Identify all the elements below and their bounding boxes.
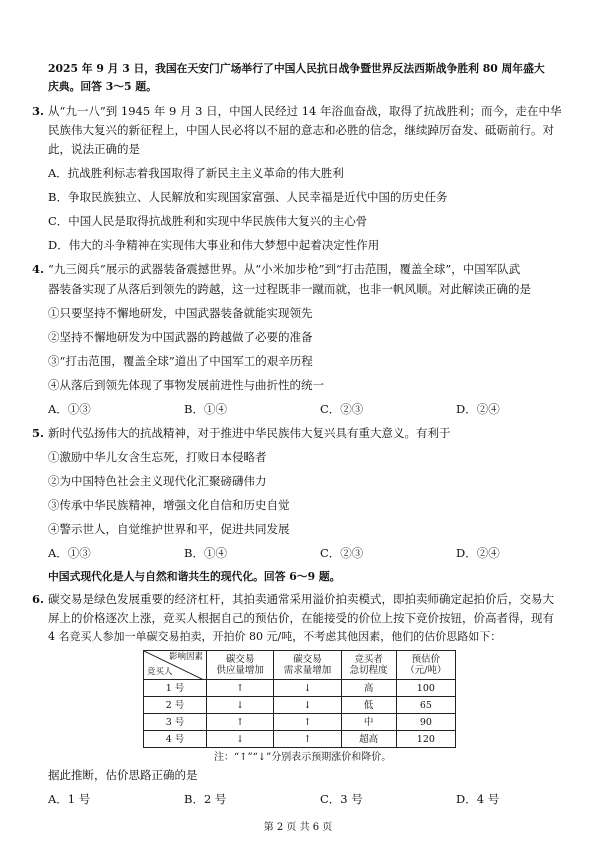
- choice-d: D．②④: [456, 546, 500, 560]
- intro-paragraph-line: 庆典。回答 3～5 题。: [48, 80, 157, 93]
- question-stem-line: 新时代弘扬伟大的抗战精神，对于推进中华民族伟大复兴具有重大意义。有利于: [48, 426, 451, 440]
- table-cell: 4 号: [144, 731, 207, 748]
- table-cell: 高: [341, 680, 396, 697]
- intro-paragraph-line: 2025 年 9 月 3 日，我国在天安门广场举行了中国人民抗日战争暨世界反法西斯战争胜利 80 周年盛大: [48, 62, 545, 75]
- table-cell: ↑: [207, 680, 274, 697]
- table-header-cell: 碳交易 供应量增加: [207, 651, 274, 680]
- question-stem-line: 器装备实现了从落后到领先的跨越，这一过程既非一蹴而就，也非一帆风顺。对此解读正确的是: [48, 282, 531, 296]
- table-header-cell: 预估价 （元/吨）: [396, 651, 455, 680]
- question-number: 3.: [32, 104, 45, 118]
- question-stem-line: 此，说法正确的是: [48, 142, 140, 156]
- question-stem-line: 碳交易是绿色发展重要的经济杠杆，其拍卖通常采用溢价拍卖模式，即拍卖师确定起拍价后，交易大: [48, 592, 554, 606]
- statement: ②坚持不懈地研发为中国武器的跨越做了必要的准备: [48, 330, 313, 344]
- table-row: [144, 680, 456, 697]
- option-a: A．抗战胜利标志着我国取得了新民主主义革命的伟大胜利: [48, 166, 344, 180]
- table-cell: ↑: [274, 731, 341, 748]
- table-cell: 100: [396, 680, 455, 697]
- statement: ①激励中华儿女含生忘死，打败日本侵略者: [48, 450, 267, 464]
- table-cell: 超高: [341, 731, 396, 748]
- question-stem-line: 4 名竞买人参加一单碳交易拍卖，开拍价 80 元/吨，不考虑其他因素，他们的估价思路如下：: [48, 630, 502, 643]
- question-stem-line: “九三阅兵”展示的武器装备震撼世界。从“小米加步枪”到“打击范围，覆盖全球”，中国军队武: [48, 262, 521, 276]
- option-c: C．中国人民是取得抗战胜利和实现中华民族伟大复兴的主心骨: [48, 214, 368, 228]
- table-row: [144, 731, 456, 748]
- table-cell: 中: [341, 714, 396, 731]
- statement: ②为中国特色社会主义现代化汇聚磅礴伟力: [48, 474, 267, 488]
- question-stem-line: 屏上的价格逐次上涨，竞买人根据自己的预估价，在能接受的价位上按下竞价按钮，价高者得，现有: [48, 611, 554, 625]
- statement: ③“打击范围，覆盖全球”道出了中国军工的艰辛历程: [48, 354, 313, 368]
- table-row: [144, 714, 456, 731]
- choice-b: B．2 号: [184, 792, 227, 806]
- choice-b: B．①④: [184, 402, 227, 416]
- choice-a: A．1 号: [48, 792, 91, 806]
- table-cell: ↓: [274, 697, 341, 714]
- table-header-cell: 竞买者 急切程度: [341, 651, 396, 680]
- table-cell: ↑: [274, 714, 341, 731]
- table-cell: ↑: [207, 714, 274, 731]
- table-row: [144, 697, 456, 714]
- table-cell: 90: [396, 714, 455, 731]
- table-corner-cell: [144, 651, 207, 680]
- table-cell: 3 号: [144, 714, 207, 731]
- choice-a: A．①③: [48, 402, 91, 416]
- table-note: 注：“↑”“↓”分别表示预期涨价和降价。: [214, 752, 392, 763]
- choice-b: B．①④: [184, 546, 227, 560]
- statement: ①只要坚持不懈地研发，中国武器装备就能实现领先: [48, 306, 313, 320]
- page-footer: 第 2 页 共 6 页: [263, 822, 333, 833]
- table-cell: 2 号: [144, 697, 207, 714]
- question-number: 4.: [32, 262, 45, 276]
- table-cell: 1 号: [144, 680, 207, 697]
- table-cell: ↓: [274, 680, 341, 697]
- option-b: B．争取民族独立、人民解放和实现国家富强、人民幸福是近代中国的历史任务: [48, 190, 448, 204]
- corner-top-label: 影响因素: [168, 652, 203, 662]
- table-cell: ↓: [207, 731, 274, 748]
- choice-c: C．②③: [320, 546, 364, 560]
- table-cell: 120: [396, 731, 455, 748]
- carbon-trading-table: [143, 650, 456, 748]
- table-header-cell: 碳交易 需求量增加: [274, 651, 341, 680]
- option-d: D．伟大的斗争精神在实现伟大事业和伟大梦想中起着决定性作用: [48, 238, 380, 252]
- question-stem-line: 从“九一八”到 1945 年 9 月 3 日，中国人民经过 14 年浴血奋战，取得了抗战胜利；而今，走在中华: [48, 104, 562, 118]
- choice-d: D．②④: [456, 402, 500, 416]
- intro-paragraph-line: 中国式现代化是人与自然和谐共生的现代化。回答 6～9 题。: [48, 570, 341, 583]
- table-cell: ↓: [207, 697, 274, 714]
- question-prompt: 据此推断，估价思路正确的是: [48, 768, 198, 782]
- corner-bottom-label: 竞买人: [147, 667, 173, 677]
- choice-c: C．②③: [320, 402, 364, 416]
- statement: ④从落后到领先体现了事物发展前进性与曲折性的统一: [48, 378, 324, 392]
- question-stem-line: 民族伟大复兴的新征程上，中国人民必将以不屈的意志和必胜的信念，继续踔厉奋发、砥砺前行。对: [48, 123, 554, 137]
- table-cell: 65: [396, 697, 455, 714]
- choice-c: C．3 号: [320, 792, 363, 806]
- question-number: 6.: [32, 592, 45, 606]
- choice-d: D．4 号: [456, 792, 500, 806]
- question-number: 5.: [32, 426, 45, 440]
- statement: ③传承中华民族精神，增强文化自信和历史自觉: [48, 498, 290, 512]
- table-cell: 低: [341, 697, 396, 714]
- table-header-row: [144, 651, 456, 680]
- statement: ④警示世人，自觉维护世界和平，促进共同发展: [48, 522, 290, 536]
- choice-a: A．①③: [48, 546, 91, 560]
